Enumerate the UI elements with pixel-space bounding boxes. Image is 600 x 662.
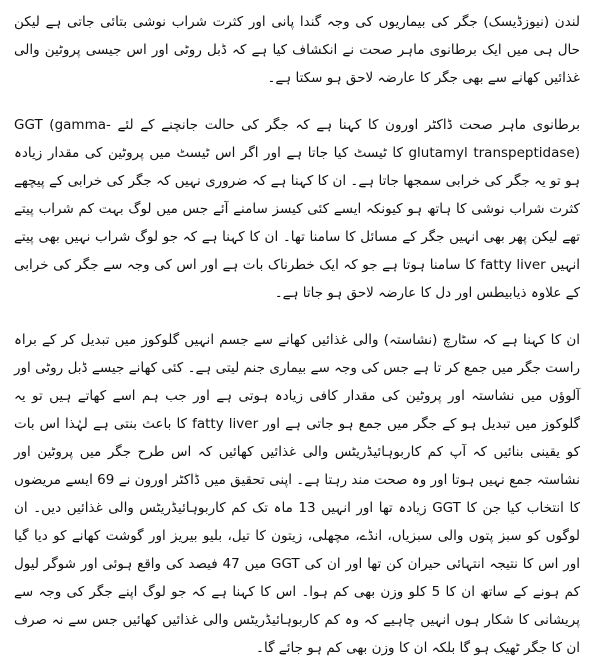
article-paragraph: لندن (نیوزڈیسک) جگر کی بیماریوں کی وجہ گندا پانی اور کثرت شراب نوشی بتائی جاتی ہے لیکن حال ہی میں ایک برطانوی ماہر صحت نے انکشاف کیا ہے کہ ڈبل روٹی اور اس جیسی پروٹین والی غذائیں کھانے سے بھی جگر کا عارضہ لاحق ہو سکتا ہے۔ <box>14 14 580 86</box>
article-paragraph: برطانوی ماہر صحت ڈاکٹر اورون کا کہنا ہے کہ جگر کی حالت جانچنے کے لئے GGT (gamma-glutamyl transpeptidase) کا ٹیسٹ کیا جاتا ہے اور اگر اس ٹیسٹ میں پروٹین کی مقدار زیادہ ہو تو یہ جگر کی خرابی سمجھا جاتا ہے۔ ان کا کہنا ہے کہ ضروری نہیں کہ جگر کی خرابی کے پیچھے کثرت شراب نوشی کا ہاتھ ہو کیونکہ ایسے کئی کیسز سامنے آئے جس میں لوگ بہت کم شراب پیتے تھے لیکن پھر بھی انہیں جگر کے مسائل کا سامنا تھا۔ ان کا کہنا ہے کہ جو لوگ شراب نہیں بھی پیتے انہیں fatty liver کا سامنا ہوتا ہے جو کہ ایک خطرناک بات ہے اور اس کی وجہ سے جگر کی خرابی کے علاوہ ذیابیطس اور دل کا عارضہ لاحق ہو جاتا ہے۔ <box>14 117 580 301</box>
article-paragraph: ان کا کہنا ہے کہ سٹارچ (نشاستہ) والی غذائیں کھانے سے جسم انہیں گلوکوز میں تبدیل کر کے براہ راست جگر میں جمع کر تا ہے جس کی وجہ سے بیماری جنم لیتی ہے۔ کئی کھانے جیسے ڈبل روٹی اور آلوؤں میں نشاستہ اور پروٹین کی مقدار کافی زیادہ ہوتی ہے اور جب ہم اسے کھاتے ہیں تو یہ گلوکوز میں تبدیل ہو کے جگر میں جمع ہو جاتی ہے اور fatty liver کا باعث بنتی ہے لہٰذا اس بات کو یقینی بنائیں کہ آپ کم کاربوہائیڈریٹس والی غذائیں کھائیں کہ اس طرح جگر میں پروٹین اور نشاستہ جمع نہیں ہوتا اور وہ صحت مند رہتا ہے۔ اپنی تحقیق میں ڈاکٹر اورون نے 69 ایسے مریضوں کا انتخاب کیا جن کا GGT زیادہ تھا اور انہیں 13 ماہ تک کم کاربوہائیڈریٹس والی غذائیں دیں۔ ان لوگوں کو سبز پتوں والی سبزیاں، انڈے، مچھلی، زیتون کا تیل، بلیو بیریز اور گوشت کھانے کو دیا گیا اور اس کا نتیجہ انتہائی حیران کن تھا اور ان کی GGT میں 47 فیصد کی واقع ہوئی اور شوگر لیول کم ہونے کے ساتھ ان کا 5 کلو وزن بھی کم ہوا۔ اس کا کہنا ہے کہ جو لوگ اپنے جگر کی وجہ سے پریشانی کا شکار ہوں انہیں چاہیے کہ وہ کم کاربوہائیڈریٹس والی غذائیں کھائیں جس سے نہ صرف ان کا جگر ٹھیک ہو گا بلکہ ان کا وزن بھی کم ہو جائے گا۔ <box>14 332 581 656</box>
